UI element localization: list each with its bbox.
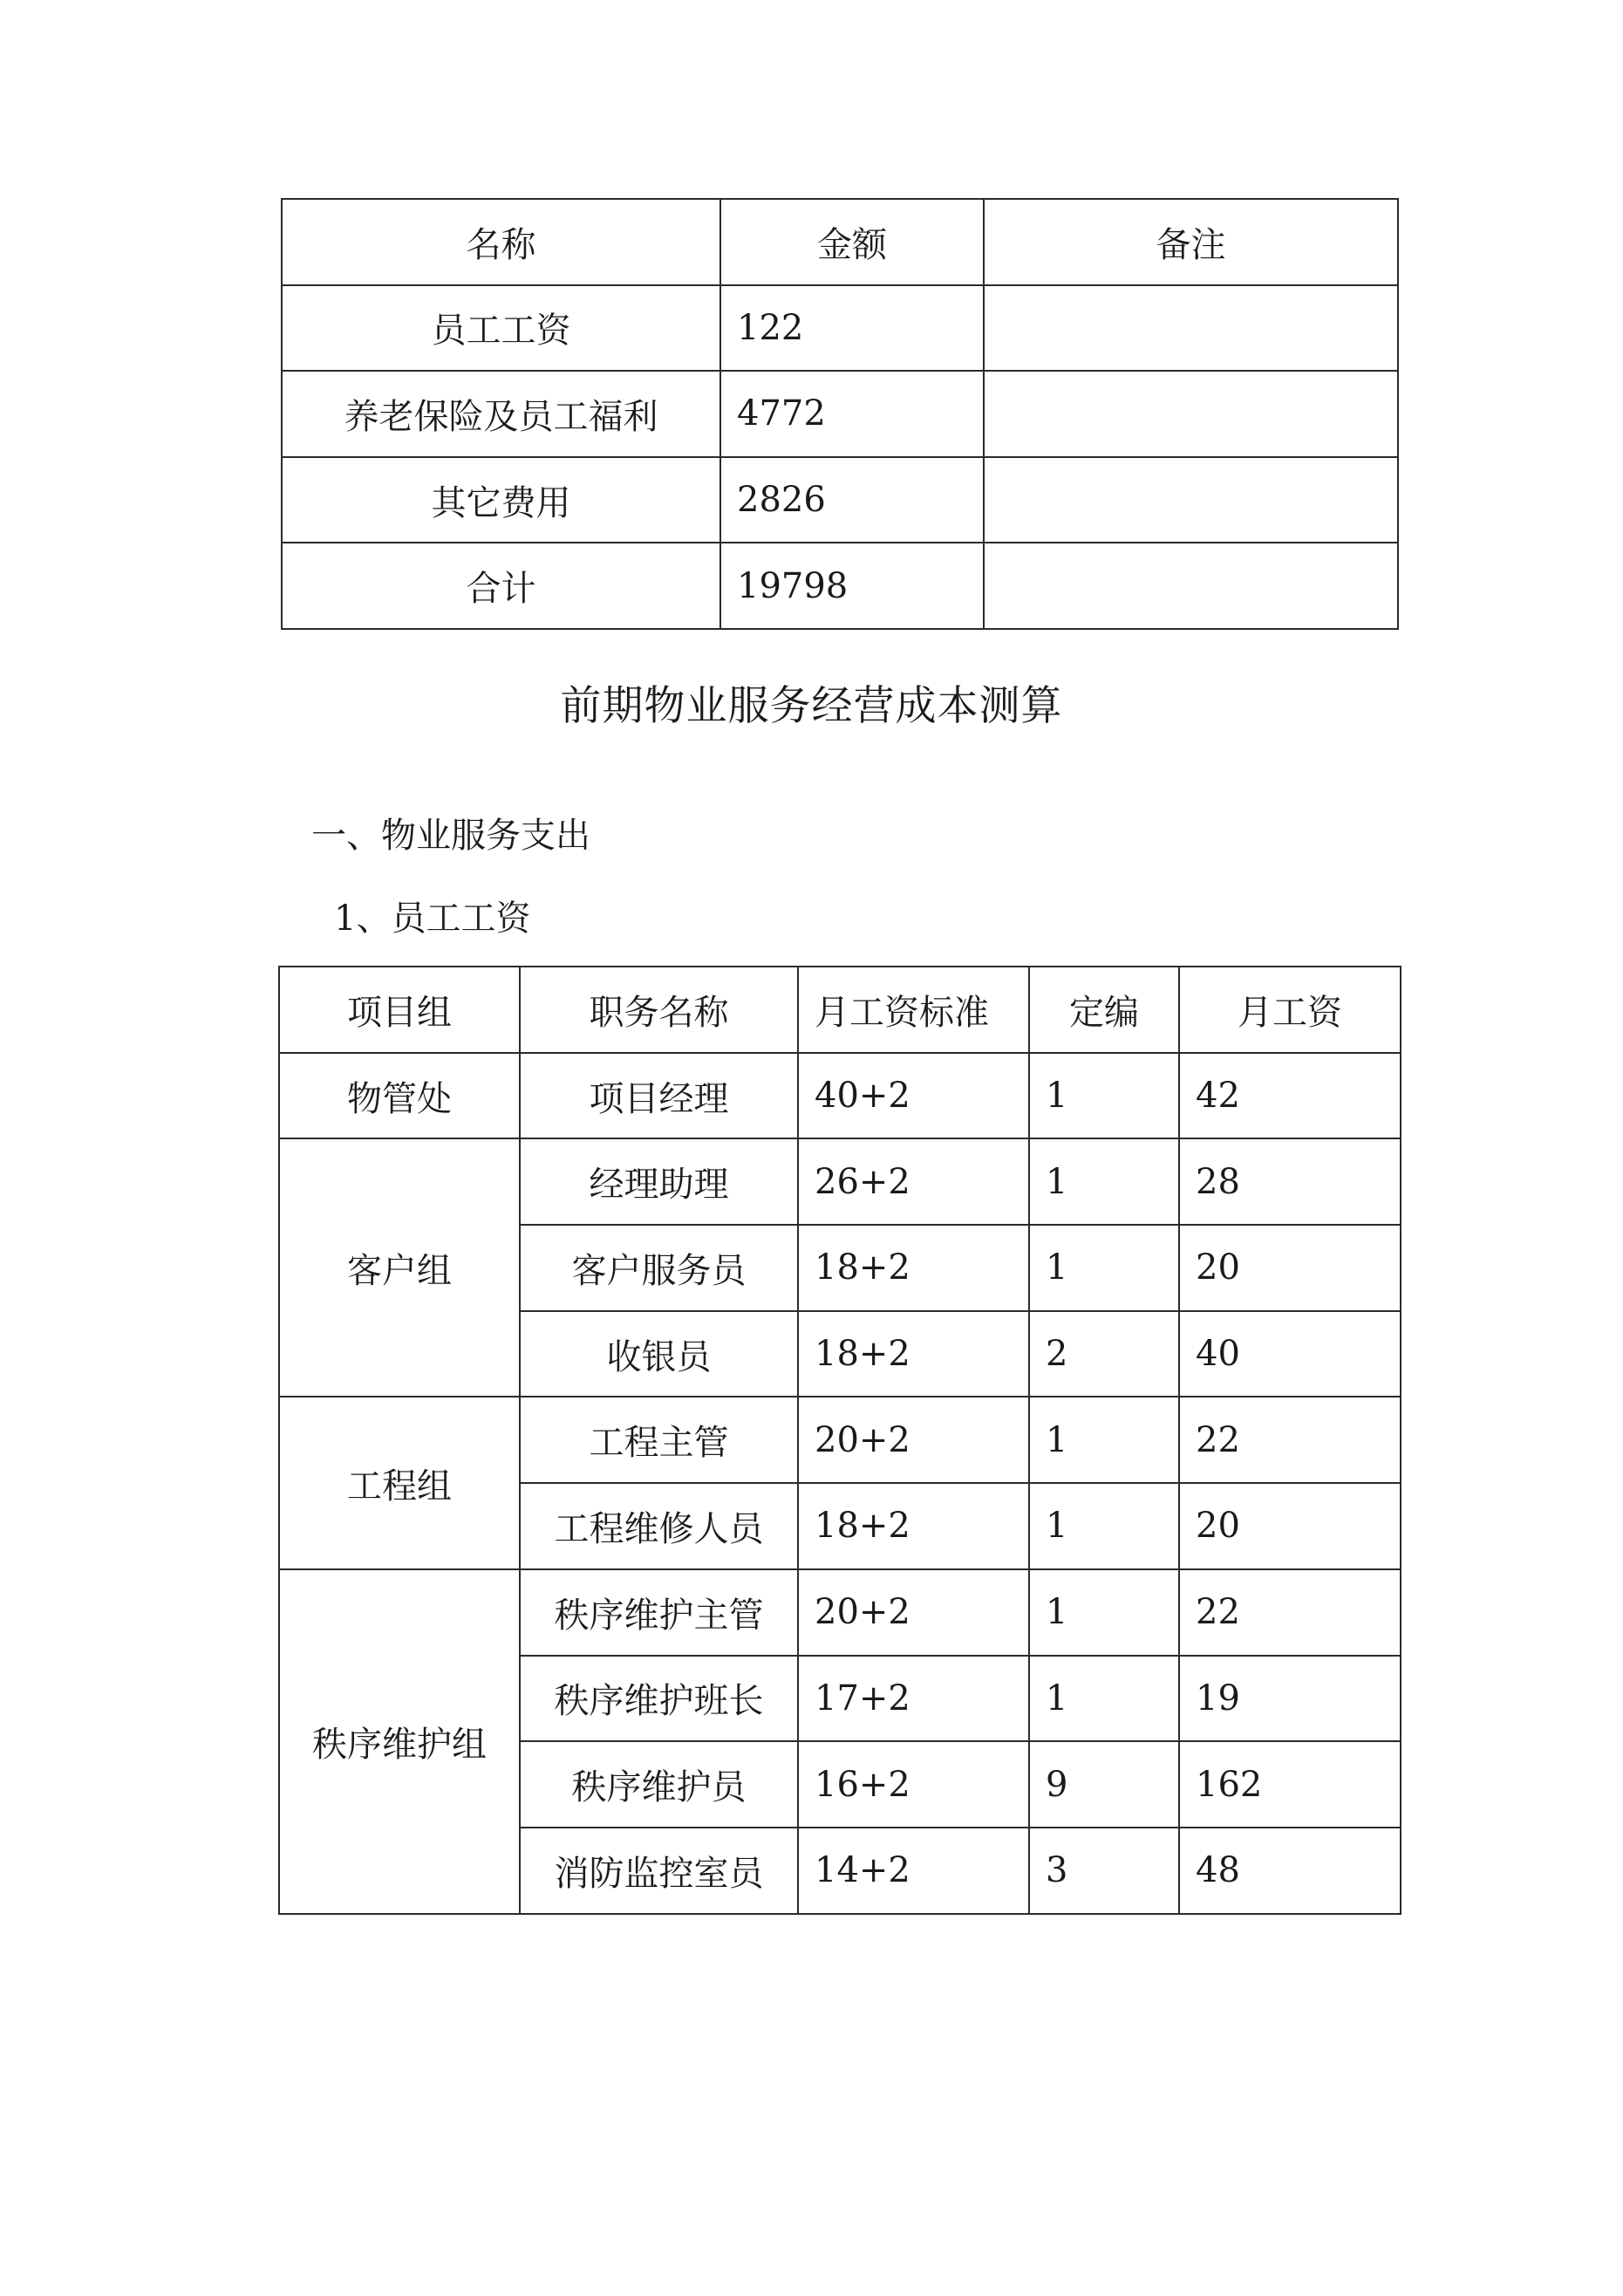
- table-row: [279, 1053, 1401, 1139]
- summary-table: [281, 198, 1399, 630]
- amount-cell: 2826: [720, 457, 984, 543]
- standard-cell: 20+2: [798, 1397, 1029, 1483]
- quota-cell: 3: [1029, 1828, 1179, 1914]
- standard-cell: 40+2: [798, 1053, 1029, 1139]
- quota-cell: 9: [1029, 1741, 1179, 1828]
- standard-cell: 16+2: [798, 1741, 1029, 1828]
- table-row: [279, 1397, 1401, 1483]
- position-cell: 秩序维护班长: [520, 1656, 798, 1742]
- name-cell: 其它费用: [282, 457, 720, 543]
- quota-cell: 1: [1029, 1138, 1179, 1225]
- group-cell: 秩序维护组: [279, 1569, 520, 1914]
- header-cell: 金额: [720, 199, 984, 285]
- header-cell: 月工资标准: [798, 967, 1029, 1053]
- position-cell: 秩序维护主管: [520, 1569, 798, 1656]
- header-cell: 名称: [282, 199, 720, 285]
- quota-cell: 1: [1029, 1569, 1179, 1656]
- header-cell: 备注: [984, 199, 1398, 285]
- position-cell: 收银员: [520, 1311, 798, 1397]
- salary-cell: 22: [1179, 1397, 1401, 1483]
- salary-cell: 20: [1179, 1225, 1401, 1311]
- name-cell: 员工工资: [282, 285, 720, 372]
- quota-cell: 1: [1029, 1397, 1179, 1483]
- position-cell: 工程维修人员: [520, 1483, 798, 1569]
- table-row: [282, 285, 1398, 372]
- table-header-row: [282, 199, 1398, 285]
- quota-cell: 1: [1029, 1053, 1179, 1139]
- name-cell: 养老保险及员工福利: [282, 371, 720, 457]
- standard-cell: 17+2: [798, 1656, 1029, 1742]
- salary-cell: 42: [1179, 1053, 1401, 1139]
- table-row: [282, 371, 1398, 457]
- position-cell: 项目经理: [520, 1053, 798, 1139]
- amount-cell: 19798: [720, 543, 984, 629]
- salary-cell: 40: [1179, 1311, 1401, 1397]
- header-cell: 月工资: [1179, 967, 1401, 1053]
- amount-cell: 122: [720, 285, 984, 372]
- name-cell: 合计: [282, 543, 720, 629]
- position-cell: 客户服务员: [520, 1225, 798, 1311]
- section-heading: 一、物业服务支出: [311, 816, 590, 856]
- quota-cell: 1: [1029, 1483, 1179, 1569]
- note-cell: [984, 457, 1398, 543]
- group-cell: 物管处: [279, 1053, 520, 1139]
- table-row: [279, 1569, 1401, 1656]
- group-cell: 客户组: [279, 1138, 520, 1397]
- quota-cell: 1: [1029, 1225, 1179, 1311]
- position-cell: 消防监控室员: [520, 1828, 798, 1914]
- standard-cell: 18+2: [798, 1483, 1029, 1569]
- salary-cell: 48: [1179, 1828, 1401, 1914]
- salary-cell: 19: [1179, 1656, 1401, 1742]
- salary-cell: 162: [1179, 1741, 1401, 1828]
- standard-cell: 18+2: [798, 1311, 1029, 1397]
- header-cell: 项目组: [279, 967, 520, 1053]
- table-row: [279, 1138, 1401, 1225]
- standard-cell: 26+2: [798, 1138, 1029, 1225]
- position-cell: 秩序维护员: [520, 1741, 798, 1828]
- note-cell: [984, 285, 1398, 372]
- position-cell: 经理助理: [520, 1138, 798, 1225]
- table-row: [282, 543, 1398, 629]
- subsection-heading: 1、员工工资: [334, 899, 531, 939]
- table-header-row: [279, 967, 1401, 1053]
- standard-cell: 14+2: [798, 1828, 1029, 1914]
- salary-table: [278, 966, 1401, 1915]
- quota-cell: 1: [1029, 1656, 1179, 1742]
- table-row: [282, 457, 1398, 543]
- standard-cell: 20+2: [798, 1569, 1029, 1656]
- salary-cell: 22: [1179, 1569, 1401, 1656]
- salary-cell: 28: [1179, 1138, 1401, 1225]
- note-cell: [984, 543, 1398, 629]
- page-title: 前期物业服务经营成本测算: [560, 682, 1063, 730]
- header-cell: 定编: [1029, 967, 1179, 1053]
- salary-cell: 20: [1179, 1483, 1401, 1569]
- header-cell: 职务名称: [520, 967, 798, 1053]
- quota-cell: 2: [1029, 1311, 1179, 1397]
- standard-cell: 18+2: [798, 1225, 1029, 1311]
- position-cell: 工程主管: [520, 1397, 798, 1483]
- group-cell: 工程组: [279, 1397, 520, 1568]
- amount-cell: 4772: [720, 371, 984, 457]
- note-cell: [984, 371, 1398, 457]
